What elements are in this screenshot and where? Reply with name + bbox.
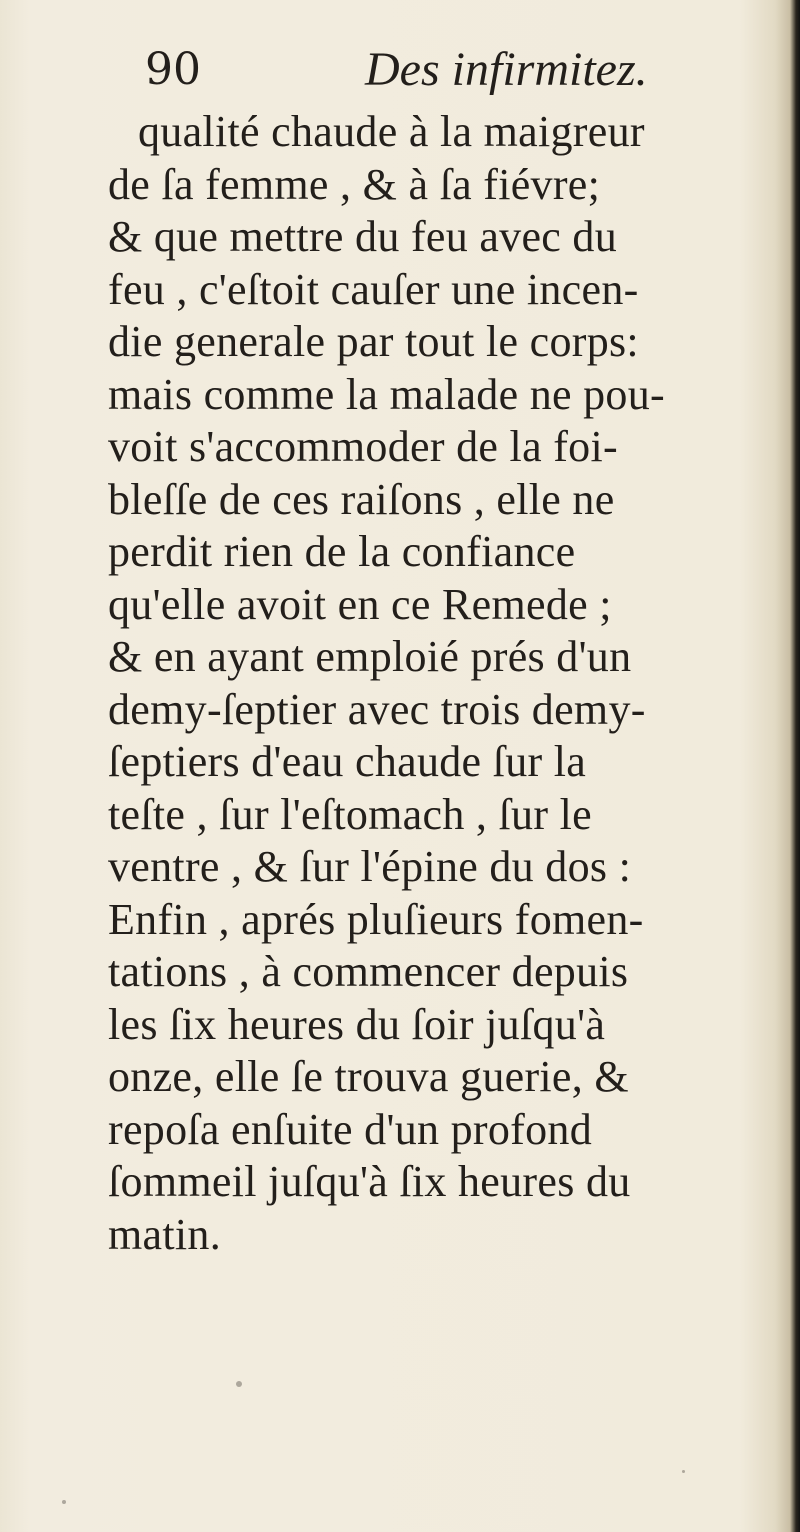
text-line: repoſa enſuite d'un profond <box>108 1104 593 1154</box>
page-number: 90 <box>145 44 201 95</box>
text-line: die generale par tout le corps: <box>108 317 639 366</box>
text-line: perdit rien de la confiance <box>108 527 576 576</box>
text-line: & que mettre du feu avec du <box>108 212 618 261</box>
text-line: Enfin , aprés pluſieurs fomen- <box>108 894 644 944</box>
paper-speck <box>682 1470 685 1473</box>
text-line: ſeptiers d'eau chaude ſur la <box>108 737 587 786</box>
text-line: feu , c'eſtoit cauſer une incen- <box>108 264 639 314</box>
page-header <box>145 38 705 108</box>
text-line: demy-ſeptier avec trois demy- <box>108 684 646 734</box>
body-text <box>108 106 788 1261</box>
text-line: teſte , ſur l'eſtomach , ſur le <box>108 789 592 839</box>
text-line: onze, elle ſe trouva guerie, & <box>108 1052 629 1101</box>
text-line: & en ayant emploié prés d'un <box>108 632 632 681</box>
text-line: de ſa femme , & à ſa fiévre; <box>108 159 601 209</box>
show-through-ink <box>90 1390 770 1500</box>
text-line: matin. <box>108 1209 222 1259</box>
text-line: voit s'accommoder de la foi- <box>108 422 618 471</box>
paper-speck <box>62 1500 66 1504</box>
text-line: qualité chaude à la maigreur <box>138 107 645 156</box>
running-title: Des infirmitez. <box>365 43 648 96</box>
text-line: bleſſe de ces raiſons , elle ne <box>108 474 615 524</box>
paper-speck <box>236 1381 242 1387</box>
text-line: tations , à commencer depuis <box>108 947 629 996</box>
text-line: ſommeil juſqu'à ſix heures du <box>108 1157 631 1206</box>
text-line: qu'elle avoit en ce Remede ; <box>108 579 612 629</box>
text-line: les ſix heures du ſoir juſqu'à <box>108 999 606 1049</box>
text-line: ventre , & ſur l'épine du dos : <box>108 842 632 891</box>
text-line: mais comme la malade ne pou- <box>108 369 665 419</box>
